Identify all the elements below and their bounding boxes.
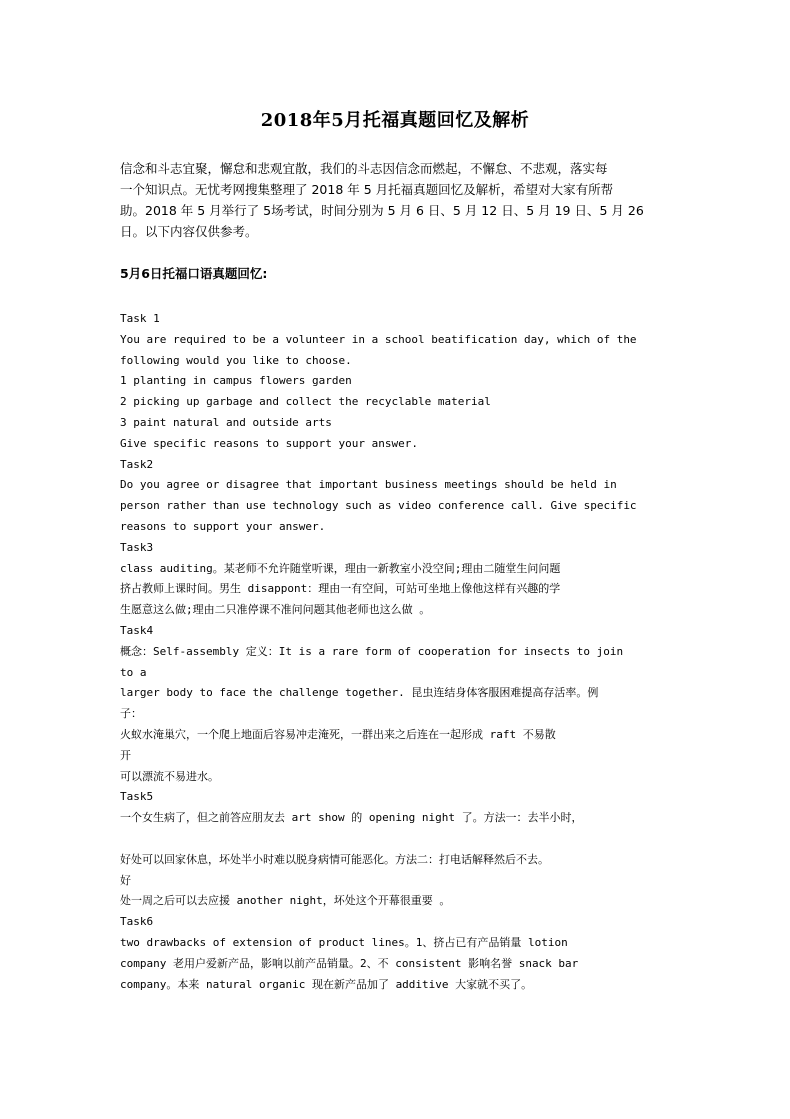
intro-line: 助。2018 年 5 月举行了 5场考试，时间分别为 5 月 6 日、5 月 12 日、5 月 19 日、5 月 26 (120, 203, 644, 218)
body-line: 1 planting in campus flowers garden (120, 374, 352, 388)
body-line: Task6 (120, 915, 154, 929)
section-heading: 5月6日托福口语真题回忆: (120, 266, 268, 281)
body-line: 子： (120, 707, 142, 721)
body-line: Task2 (120, 457, 154, 471)
body-line: 好 (120, 873, 131, 887)
body-line: following would you like to choose. (120, 353, 352, 367)
body-line: Task 1 (120, 312, 160, 325)
speaking-tasks-body (120, 309, 680, 995)
body-line: company 老用户爱新产品，影响以前产品销量。2、不 consistent 影响名誉 snack bar (120, 956, 579, 970)
body-line: 开 (120, 748, 131, 762)
body-line: Give specific reasons to support your answer. (120, 436, 419, 450)
body-line: 3 paint natural and outside arts (120, 415, 332, 429)
body-line (120, 829, 680, 850)
intro-line: 信念和斗志宜聚，懈怠和悲观宜散，我们的斗志因信念而燃起，不懈怠、不悲观，落实每 (120, 161, 608, 176)
body-line: 处一周之后可以去应援 another night，坏处这个开幕很重要 。 (120, 894, 451, 908)
intro-paragraph (120, 158, 675, 242)
body-line: two drawbacks of extension of product lines。1、挤占已有产品销量 lotion (120, 935, 568, 949)
body-line: 生愿意这么做;理由二只准停课不准问问题其他老师也这么做 。 (120, 603, 431, 617)
body-line: Task4 (120, 623, 154, 637)
page-title: 2018年5月托福真题回忆及解析 (260, 110, 530, 131)
intro-line: 日。以下内容仅供参考。 (120, 224, 258, 239)
body-line: You are required to be a volunteer in a school beatification day, which of the (120, 332, 637, 346)
body-line: 挤占教师上课时间。男生 disappont：理由一有空间，可站可坐地上像他这样有兴趣的学 (120, 582, 561, 596)
intro-line: 一个知识点。无忧考网搜集整理了 2018 年 5 月托福真题回忆及解析，希望对大家有所帮 (120, 182, 614, 197)
body-line: company。本来 natural organic 现在新产品加了 additive 大家就不买了。 (120, 977, 533, 991)
body-line: Do you agree or disagree that important business meetings should be held in (120, 478, 617, 492)
body-line: Task5 (120, 790, 154, 804)
body-line: 概念：Self-assembly 定义：It is a rare form of cooperation for insects to join (120, 644, 624, 658)
body-line: reasons to support your answer. (120, 519, 326, 533)
body-line: 好处可以回家休息，坏处半小时难以脱身病情可能恶化。方法二：打电话解释然后不去。 (120, 852, 549, 866)
body-line: 2 picking up garbage and collect the recyclable material (120, 395, 491, 409)
body-line: Task3 (120, 540, 154, 554)
body-line: 火蚁水淹巢穴，一个爬上地面后容易冲走淹死，一群出来之后连在一起形成 raft 不易散 (120, 727, 556, 741)
body-line: person rather than use technology such as video conference call. Give specific (120, 499, 637, 513)
body-line: class auditing。某老师不允许随堂听课，理由一新教室小没空间;理由二随堂生问问题 (120, 561, 561, 575)
body-line: to a (120, 665, 147, 679)
body-line: larger body to face the challenge together. 昆虫连结身体客服困难提高存活率。例 (120, 686, 599, 700)
body-line: 一个女生病了，但之前答应朋友去 art show 的 opening night 了。方法一：去半小时， (120, 811, 583, 825)
body-line: 可以漂流不易进水。 (120, 769, 219, 783)
